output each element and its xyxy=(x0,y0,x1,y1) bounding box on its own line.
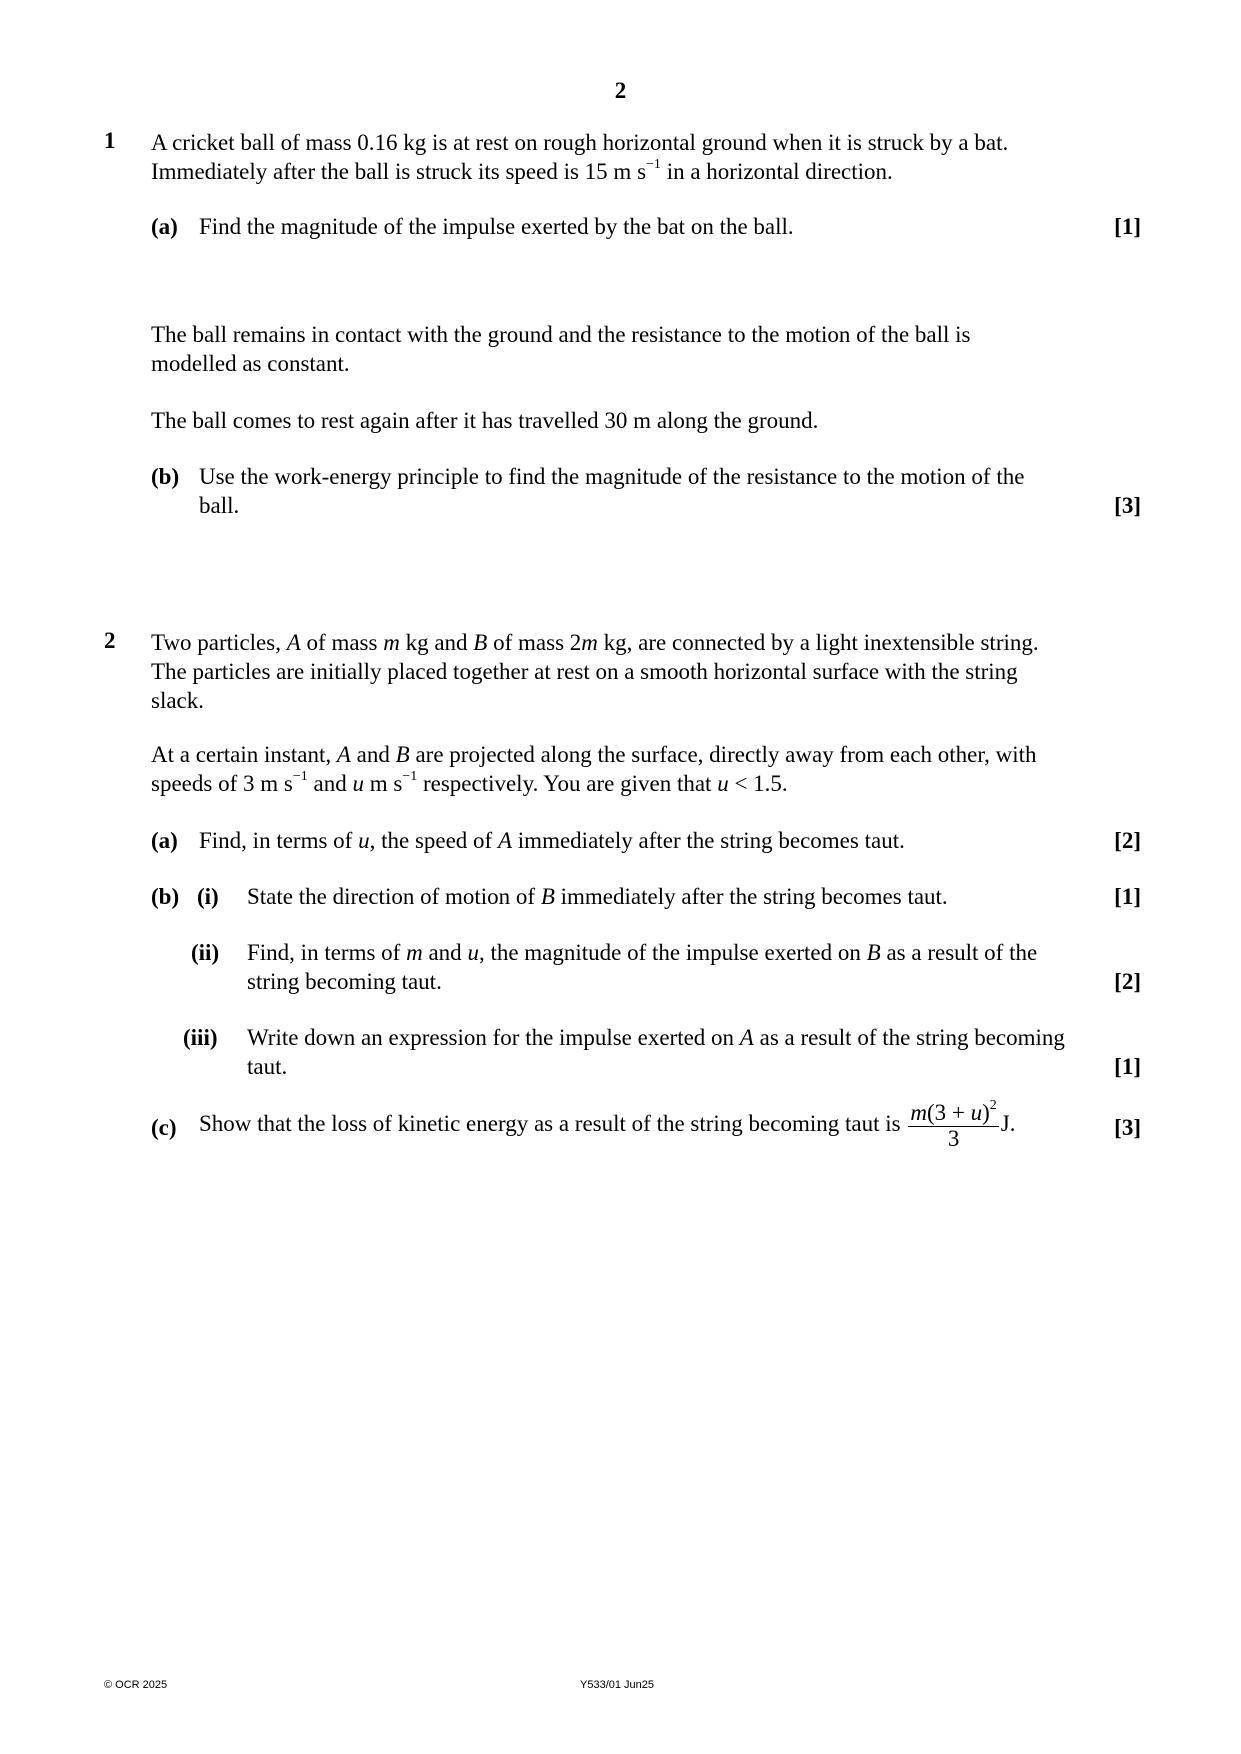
t: m s xyxy=(363,771,403,796)
q1-para2-line2: modelled as constant. xyxy=(151,351,350,376)
var-m: m xyxy=(581,630,598,655)
t: ) xyxy=(982,1100,990,1125)
q2-part-b-ii-text xyxy=(247,938,1127,996)
t: and xyxy=(307,771,353,796)
unit-sup: −1 xyxy=(292,769,308,784)
unit: J. xyxy=(1000,1110,1016,1136)
var-B: B xyxy=(866,940,881,965)
q1-speed-text: Immediately after the ball is struck its speed is 15 m s xyxy=(151,159,647,184)
q1-part-b-line1: Use the work-energy principle to find the magnitude of the resistance to the motion of the xyxy=(199,464,1025,489)
q1-unit-sup: −1 xyxy=(646,157,661,172)
subpart-label: (ii) xyxy=(191,940,220,965)
page-number: 2 xyxy=(614,78,627,103)
q1-direction-text: in a horizontal direction. xyxy=(660,159,893,184)
t: (3 + xyxy=(926,1100,971,1125)
footer-paper-code: Y533/01 Jun25 xyxy=(580,1679,655,1691)
subpart-label: (iii) xyxy=(183,1025,218,1050)
t: of mass xyxy=(300,630,384,655)
q1-paragraph-2 xyxy=(151,320,1141,378)
line: string becoming taut. xyxy=(247,969,442,994)
part-label: (b) xyxy=(151,884,180,909)
q2-part-b-iii xyxy=(151,1023,1151,1081)
marks: [1] xyxy=(1114,214,1141,239)
marks: [2] xyxy=(1114,969,1141,994)
t: Two particles, xyxy=(151,630,287,655)
t: Show that the loss of kinetic energy as a result of the string becoming taut is xyxy=(199,1110,901,1136)
q2-part-c-text xyxy=(199,1100,1124,1151)
q2-p2-line1 xyxy=(151,740,1141,769)
marks: [1] xyxy=(1114,884,1141,909)
q2-part-b-i xyxy=(151,882,1151,911)
question-1-number: 1 xyxy=(104,128,116,153)
q2-part-b-i-text xyxy=(247,882,1127,911)
exponent: 2 xyxy=(989,1098,997,1113)
q1-part-a xyxy=(151,212,1151,241)
question-2-number: 2 xyxy=(104,628,116,653)
var-B: B xyxy=(473,630,488,655)
t: and xyxy=(422,940,468,965)
var-u: u xyxy=(352,771,364,796)
var-B: B xyxy=(395,742,410,767)
var-u: u xyxy=(970,1100,983,1125)
question-1-intro xyxy=(151,128,1141,186)
t: Find, in terms of xyxy=(199,828,359,853)
q2-p2-line2 xyxy=(151,769,1141,798)
question-2-paragraph-2 xyxy=(151,740,1141,798)
q2-part-a xyxy=(151,826,1151,855)
t: < 1.5. xyxy=(728,771,788,796)
var-m: m xyxy=(406,940,423,965)
line: taut. xyxy=(247,1054,288,1079)
q2-p1-line2: The particles are initially placed together at rest on a smooth horizontal surface with the string xyxy=(151,659,1018,684)
part-label: (b) xyxy=(151,464,180,489)
q1-intro-line2 xyxy=(151,157,1141,186)
t: respectively. You are given that xyxy=(417,771,718,796)
fraction-numerator xyxy=(908,1100,998,1127)
part-label: (c) xyxy=(151,1115,177,1140)
var-B: B xyxy=(540,884,555,909)
t: At a certain instant, xyxy=(151,742,337,767)
var-A: A xyxy=(497,828,513,853)
t: immediately after the string becomes taut. xyxy=(512,828,905,853)
t: , the magnitude of the impulse exerted on xyxy=(478,940,867,965)
var-A: A xyxy=(739,1025,754,1050)
var-u: u xyxy=(717,771,729,796)
marks: [3] xyxy=(1114,1115,1141,1140)
q1-part-a-text: Find the magnitude of the impulse exerted by the bat on the ball. xyxy=(199,214,794,239)
t: kg and xyxy=(399,630,474,655)
q2-part-a-text xyxy=(199,826,1124,855)
t: as a result of the string becoming xyxy=(753,1025,1065,1050)
fraction xyxy=(908,1100,998,1151)
t: Find, in terms of xyxy=(247,940,407,965)
var-m: m xyxy=(910,1100,927,1125)
question-2-intro xyxy=(151,628,1141,715)
q2-part-b-iii-text xyxy=(247,1023,1127,1081)
unit-sup: −1 xyxy=(402,769,418,784)
t: , the speed of xyxy=(369,828,498,853)
t: as a result of the xyxy=(880,940,1038,965)
q2-part-b-ii xyxy=(151,938,1151,996)
t: Write down an expression for the impulse exerted on xyxy=(247,1025,740,1050)
q1-paragraph-3: The ball comes to rest again after it has travelled 30 m along the ground. xyxy=(151,408,819,433)
subpart-label: (i) xyxy=(197,884,219,909)
q1-part-b-line2: ball. xyxy=(199,493,240,518)
t: of mass 2 xyxy=(487,630,582,655)
marks: [2] xyxy=(1114,828,1141,853)
line xyxy=(247,1023,1127,1052)
fraction-denominator: 3 xyxy=(947,1126,960,1151)
t: and xyxy=(350,742,396,767)
q1-part-b xyxy=(151,462,1151,520)
q1-part-b-text xyxy=(199,462,1124,520)
line xyxy=(247,938,1127,967)
t: kg, are connected by a light inextensible string. xyxy=(597,630,1039,655)
t: State the direction of motion of xyxy=(247,884,541,909)
var-u: u xyxy=(358,828,370,853)
var-A: A xyxy=(336,742,351,767)
q1-intro-line1: A cricket ball of mass 0.16 kg is at rest on rough horizontal ground when it is struck by a bat. xyxy=(151,130,1009,155)
var-m: m xyxy=(383,630,400,655)
q2-p1-line1 xyxy=(151,628,1141,657)
q2-part-c xyxy=(151,1100,1151,1156)
part-label: (a) xyxy=(151,828,178,853)
var-u: u xyxy=(467,940,479,965)
part-label: (a) xyxy=(151,214,178,239)
t: are projected along the surface, directly away from each other, with xyxy=(409,742,1037,767)
footer-copyright: © OCR 2025 xyxy=(104,1679,168,1691)
marks: [1] xyxy=(1114,1054,1141,1079)
q1-para2-line1: The ball remains in contact with the ground and the resistance to the motion of the ball is xyxy=(151,322,971,347)
var-A: A xyxy=(286,630,301,655)
q2-p1-line3: slack. xyxy=(151,688,205,713)
t: speeds of 3 m s xyxy=(151,771,293,796)
marks: [3] xyxy=(1114,493,1141,518)
t: immediately after the string becomes taut. xyxy=(554,884,948,909)
